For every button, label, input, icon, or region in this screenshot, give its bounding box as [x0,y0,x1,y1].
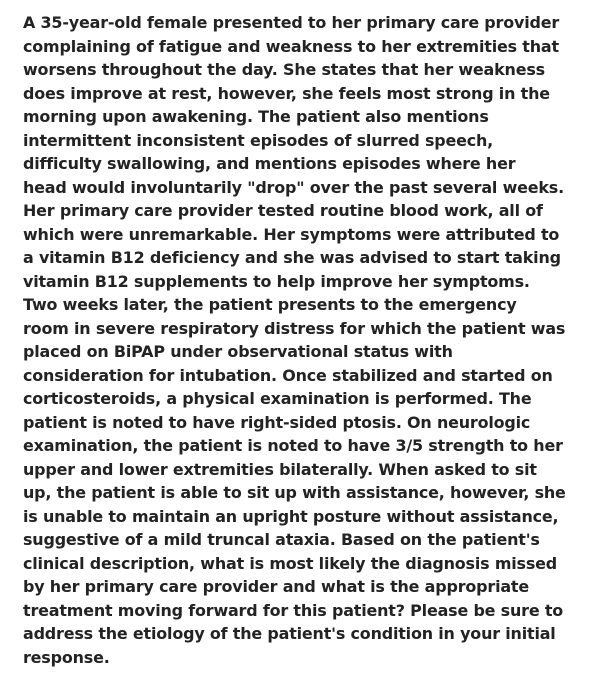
text-line: up, the patient is able to sit up with assistance, however, she [23,483,566,502]
text-line: address the etiology of the patient's condition in your initial [23,624,556,643]
text-line: upper and lower extremities bilaterally. When asked to sit [23,459,537,479]
text-line: vitamin B12 supplements to help improve her symptoms. [23,271,530,291]
text-line: worsens throughout the day. She states that her weakness [23,60,545,79]
text-line: does improve at rest, however, she feels most strong in the [23,83,550,103]
text-line: which were unremarkable. Her symptoms were attributed to [23,224,560,244]
text-line: difficulty swallowing, and mentions episodes where her [23,154,516,173]
text-line: placed on BiPAP under observational status with [23,342,453,361]
text-line: complaining of fatigue and weakness to her extremities that [23,36,559,56]
text-line: patient is noted to have right-sided ptosis. On neurologic [23,412,531,432]
case-question-paragraph [23,11,599,669]
text-line: treatment moving forward for this patient? Please be sure to [23,600,564,620]
text-line: is unable to maintain an upright posture without assistance, [23,506,559,526]
text-line: suggestive of a mild truncal ataxia. Based on the patient's [23,530,540,549]
text-line: A 35-year-old female presented to her primary care provider [23,13,560,32]
text-line: morning upon awakening. The patient also mentions [23,107,489,126]
text-line: head would involuntarily "drop" over the past several weeks. [23,177,564,197]
text-line: response. [23,647,110,667]
text-line: examination, the patient is noted to have 3/5 strength to her [23,436,563,455]
text-line: corticosteroids, a physical examination is performed. The [23,389,532,408]
text-line: clinical description, what is most likely the diagnosis missed [23,553,557,573]
text-line: a vitamin B12 deficiency and she was advised to start taking [23,248,561,267]
text-line: room in severe respiratory distress for which the patient was [23,318,566,338]
text-line: Her primary care provider tested routine blood work, all of [23,201,543,220]
text-line: by her primary care provider and what is the appropriate [23,577,529,596]
text-line: intermittent inconsistent episodes of slurred speech, [23,130,494,150]
text-line: consideration for intubation. Once stabilized and started on [23,365,553,385]
text-line: Two weeks later, the patient presents to the emergency [23,295,517,314]
